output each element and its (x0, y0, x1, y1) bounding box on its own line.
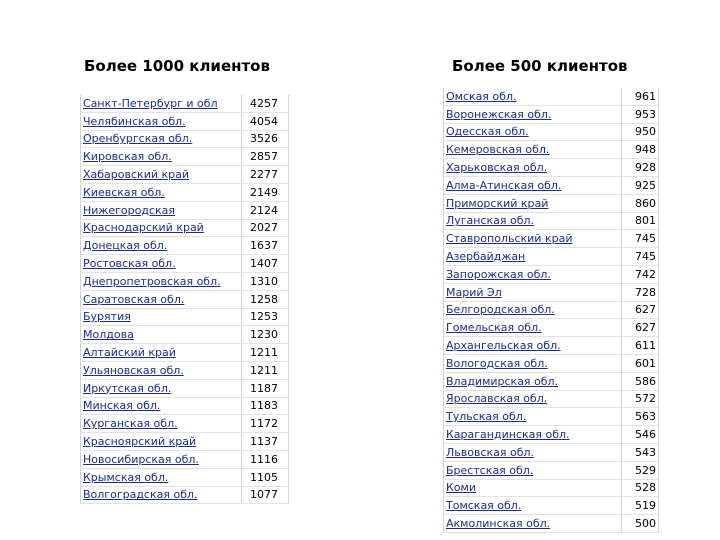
region-link[interactable]: Хабаровский край (81, 166, 242, 184)
region-link[interactable]: Омская обл. (444, 88, 622, 105)
region-link[interactable]: Акмолинская обл. (444, 515, 622, 533)
table-row (444, 461, 659, 479)
client-count: 745 (622, 248, 659, 266)
client-count: 860 (622, 194, 659, 212)
region-link[interactable]: Оренбургская обл. (81, 130, 242, 148)
region-link[interactable]: Алма-Атинская обл. (444, 176, 622, 194)
region-link[interactable]: Саратовская обл. (81, 290, 242, 308)
table-row (81, 201, 289, 219)
table-row (81, 148, 289, 166)
client-count: 2857 (242, 148, 289, 166)
region-link[interactable]: Алтайский край (81, 344, 242, 362)
table-row (444, 337, 659, 355)
table-row (444, 230, 659, 248)
table-row (81, 183, 289, 201)
table-row (81, 450, 289, 468)
table-row (444, 390, 659, 408)
client-count: 928 (622, 159, 659, 177)
client-count: 1310 (242, 272, 289, 290)
client-count: 1253 (242, 308, 289, 326)
client-count: 953 (622, 105, 659, 123)
table-row (81, 219, 289, 237)
region-link[interactable]: Одесская обл. (444, 123, 622, 141)
region-link[interactable]: Марий Эл (444, 283, 622, 301)
region-link[interactable]: Кировская обл. (81, 148, 242, 166)
table-row (444, 283, 659, 301)
client-count: 586 (622, 372, 659, 390)
region-link[interactable]: Волгоградская обл. (81, 486, 242, 504)
table-row (444, 426, 659, 444)
region-link[interactable]: Ярославская обл. (444, 390, 622, 408)
table-row (81, 308, 289, 326)
client-count: 801 (622, 212, 659, 230)
table-row (444, 301, 659, 319)
region-link[interactable]: Минская обл. (81, 397, 242, 415)
client-count: 563 (622, 408, 659, 426)
table-row (444, 159, 659, 177)
table-row (444, 194, 659, 212)
client-count: 1105 (242, 468, 289, 486)
client-count: 1187 (242, 379, 289, 397)
client-count: 528 (622, 479, 659, 497)
table-row (81, 344, 289, 362)
client-count: 948 (622, 141, 659, 159)
region-link[interactable]: Гомельская обл. (444, 319, 622, 337)
client-count: 1183 (242, 397, 289, 415)
table-row (81, 290, 289, 308)
client-count: 601 (622, 354, 659, 372)
client-count: 1137 (242, 433, 289, 451)
table-row (444, 88, 659, 105)
client-count: 2124 (242, 201, 289, 219)
heading-over-1000: Более 1000 клиентов (84, 57, 270, 75)
client-count: 500 (622, 515, 659, 533)
client-count: 1230 (242, 326, 289, 344)
client-count: 543 (622, 443, 659, 461)
region-link[interactable]: Днепропетровская обл. (81, 272, 242, 290)
client-count: 1637 (242, 237, 289, 255)
region-link[interactable]: Новосибирская обл. (81, 450, 242, 468)
region-link[interactable]: Крымская обл. (81, 468, 242, 486)
table-row (444, 123, 659, 141)
table-row (444, 354, 659, 372)
table-row (81, 433, 289, 451)
region-link[interactable]: Львовская обл. (444, 443, 622, 461)
table-row (444, 319, 659, 337)
client-count: 4054 (242, 112, 289, 130)
region-link[interactable]: Приморский край (444, 194, 622, 212)
client-count: 529 (622, 461, 659, 479)
table-over-500 (443, 88, 659, 533)
region-link[interactable]: Нижегородская (81, 201, 242, 219)
table-row (81, 130, 289, 148)
table-row (81, 112, 289, 130)
region-link[interactable]: Запорожская обл. (444, 265, 622, 283)
region-link[interactable]: Краснодарский край (81, 219, 242, 237)
table-row (81, 361, 289, 379)
table-row (81, 326, 289, 344)
region-link[interactable]: Харьковская обл. (444, 159, 622, 177)
table-row (81, 237, 289, 255)
region-link[interactable]: Красноярский край (81, 433, 242, 451)
table-row (81, 415, 289, 433)
region-link[interactable]: Владимирская обл. (444, 372, 622, 390)
region-link[interactable]: Курганская обл. (81, 415, 242, 433)
client-count: 950 (622, 123, 659, 141)
table-row (444, 408, 659, 426)
region-link[interactable]: Азербайджан (444, 248, 622, 266)
table-row (81, 379, 289, 397)
region-link[interactable]: Иркутская обл. (81, 379, 242, 397)
table-row (81, 255, 289, 273)
region-link[interactable]: Кемеровская обл. (444, 141, 622, 159)
table-over-1000 (80, 95, 289, 504)
region-link[interactable]: Коми (444, 479, 622, 497)
region-link[interactable]: Тульская обл. (444, 408, 622, 426)
client-count: 1172 (242, 415, 289, 433)
client-count: 728 (622, 283, 659, 301)
table-row (444, 141, 659, 159)
client-count: 1258 (242, 290, 289, 308)
region-link[interactable]: Молдова (81, 326, 242, 344)
region-link[interactable]: Воронежская обл. (444, 105, 622, 123)
client-count: 961 (622, 88, 659, 105)
region-link[interactable]: Архангельская обл. (444, 337, 622, 355)
region-link[interactable]: Вологодская обл. (444, 354, 622, 372)
table-row (444, 265, 659, 283)
region-link[interactable]: Белгородская обл. (444, 301, 622, 319)
region-link[interactable]: Бурятия (81, 308, 242, 326)
client-count: 572 (622, 390, 659, 408)
table-row (444, 497, 659, 515)
region-link[interactable]: Карагандинская обл. (444, 426, 622, 444)
table-row (444, 443, 659, 461)
table-row (444, 479, 659, 497)
region-link[interactable]: Луганская обл. (444, 212, 622, 230)
client-count: 627 (622, 319, 659, 337)
client-count: 1077 (242, 486, 289, 504)
client-count: 546 (622, 426, 659, 444)
table-row (444, 248, 659, 266)
client-count: 925 (622, 176, 659, 194)
heading-over-500: Более 500 клиентов (452, 57, 628, 75)
table-row (81, 397, 289, 415)
client-count: 2277 (242, 166, 289, 184)
client-count: 1116 (242, 450, 289, 468)
client-count: 4257 (242, 95, 289, 112)
region-link[interactable]: Томская обл. (444, 497, 622, 515)
table-row (444, 105, 659, 123)
client-count: 2149 (242, 183, 289, 201)
client-count: 3526 (242, 130, 289, 148)
table-row (81, 95, 289, 112)
table-row (81, 468, 289, 486)
region-link[interactable]: Ставропольский край (444, 230, 622, 248)
client-count: 1407 (242, 255, 289, 273)
client-count: 742 (622, 265, 659, 283)
table-row (444, 515, 659, 533)
region-link[interactable]: Ростовская обл. (81, 255, 242, 273)
table-row (81, 486, 289, 504)
region-link[interactable]: Донецкая обл. (81, 237, 242, 255)
table-row (444, 372, 659, 390)
client-count: 519 (622, 497, 659, 515)
table-row (444, 212, 659, 230)
client-count: 745 (622, 230, 659, 248)
region-link[interactable]: Челябинская обл. (81, 112, 242, 130)
region-link[interactable]: Брестская обл. (444, 461, 622, 479)
table-row (444, 176, 659, 194)
table-row (81, 166, 289, 184)
region-link[interactable]: Ульяновская обл. (81, 361, 242, 379)
table-row (81, 272, 289, 290)
client-count: 1211 (242, 344, 289, 362)
client-count: 1211 (242, 361, 289, 379)
region-link[interactable]: Киевская обл. (81, 183, 242, 201)
client-count: 627 (622, 301, 659, 319)
client-count: 611 (622, 337, 659, 355)
client-count: 2027 (242, 219, 289, 237)
region-link[interactable]: Санкт-Петербург и обл (81, 95, 242, 112)
